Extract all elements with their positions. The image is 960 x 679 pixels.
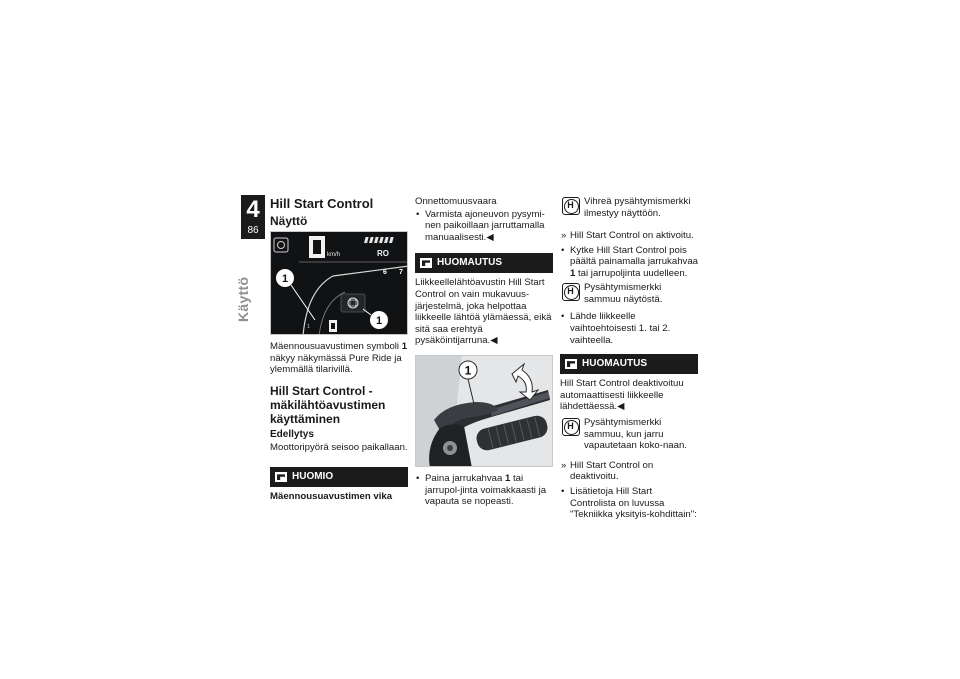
result-item: » Hill Start Control on deaktivoitu.: [560, 460, 698, 483]
hill-start-symbol-icon: H: [562, 283, 580, 301]
notice-caution-title: Mäennousuavustimen vika: [270, 491, 393, 503]
notice-note-banner: HUOMAUTUS: [560, 354, 698, 374]
usage-section-title: Hill Start Control - mäkilähtöavustimen käyttäminen: [270, 383, 386, 426]
gear-mark-6: 6: [383, 269, 387, 276]
risk-list: [415, 209, 553, 244]
column-2: [415, 196, 553, 511]
svg-text:1: 1: [307, 324, 310, 330]
prerequisite-text: Moottoripyörä seisoo paikallaan.: [270, 441, 408, 453]
deactivation-list: [560, 460, 698, 521]
list-item: • Varmista ajoneuvon pysymi-nen paikoillaan jarruttamalla manuaalisesti.◀: [415, 209, 553, 244]
display-description: Mäennousuavustimen symboli 1 näkyy näkymässä Pure Ride ja ylemmällä tilarivillä.: [270, 341, 408, 376]
notice-note-text: Liikkeellelähtöavustin Hill Start Control on vain mukavuus-järjestelmä, joka helpottaa liikkeelle lähtöä ylämäessä, eikä sitä saa erehtyä pysäköintijarruna.◀: [415, 277, 552, 347]
subsection-title-display: Näyttö: [270, 214, 308, 228]
notice-icon: [565, 359, 577, 369]
symbol-off2-row: H Pysähtymismerkki sammuu, kun jarru vapautetaan koko-naan.: [560, 417, 698, 452]
symbol-off-row: H Pysähtymismerkki sammuu näytöstä.: [560, 282, 698, 306]
speed-unit-label: km/h: [327, 252, 341, 258]
dashboard-illustration: [271, 232, 408, 335]
page-number: 86: [247, 225, 259, 236]
riding-mode-label: RO: [377, 249, 389, 258]
list-item: • Lisätietoja Hill Start Controlista on luvussa "Tekniikka yksityis-kohdittain":: [560, 486, 698, 521]
notice-icon: [420, 258, 432, 268]
hill-start-symbol-icon: H: [562, 418, 580, 436]
notice-note-banner: HUOMAUTUS: [415, 253, 553, 273]
brake-lever-illustration: [416, 356, 553, 467]
notice-caution-banner: HUOMIO: [270, 467, 408, 487]
column-1: [270, 196, 408, 507]
column-3: [560, 196, 698, 524]
list-item: • Lähde liikkeelle vaihtoehtoisesti 1. tai 2. vaihteella.: [560, 311, 698, 346]
notice-icon: [275, 472, 287, 482]
callout-1: 1: [464, 363, 472, 378]
gear-list: [560, 311, 698, 346]
callout-1-lower: 1: [375, 315, 383, 327]
brake-action-list: [415, 473, 553, 508]
brake-lever-image: [415, 355, 553, 467]
risk-text: Onnettomuusvaara: [415, 196, 497, 207]
section-title: Hill Start Control: [270, 196, 374, 211]
list-item: • Paina jarrukahvaa 1 tai jarrupol-jinta voimakkaasti ja vapauta se nopeasti.: [415, 473, 553, 508]
symbol-green-row: H Vihreä pysähtymismerkki ilmestyy näyttöön.: [560, 196, 698, 220]
hill-start-symbol-icon: H: [562, 197, 580, 215]
dashboard-display-image: [270, 231, 408, 335]
activation-list: [560, 230, 698, 279]
callout-1-upper: 1: [281, 273, 289, 285]
gear-mark-7: 7: [399, 269, 403, 276]
chapter-side-title: Käyttö: [235, 276, 251, 322]
result-item: » Hill Start Control on aktivoitu.: [560, 230, 698, 242]
notice-note-text: Hill Start Control deaktivoituu automaattisesti liikkeelle lähdettäessä.◀: [560, 378, 684, 413]
prerequisite-heading: Edellytys: [270, 428, 314, 440]
chapter-tab: [241, 195, 265, 239]
list-item: • Kytke Hill Start Control pois päältä painamalla jarrukahvaa 1 tai jarrupoljinta uudelleen.: [560, 245, 698, 280]
chapter-number: 4: [246, 196, 260, 223]
